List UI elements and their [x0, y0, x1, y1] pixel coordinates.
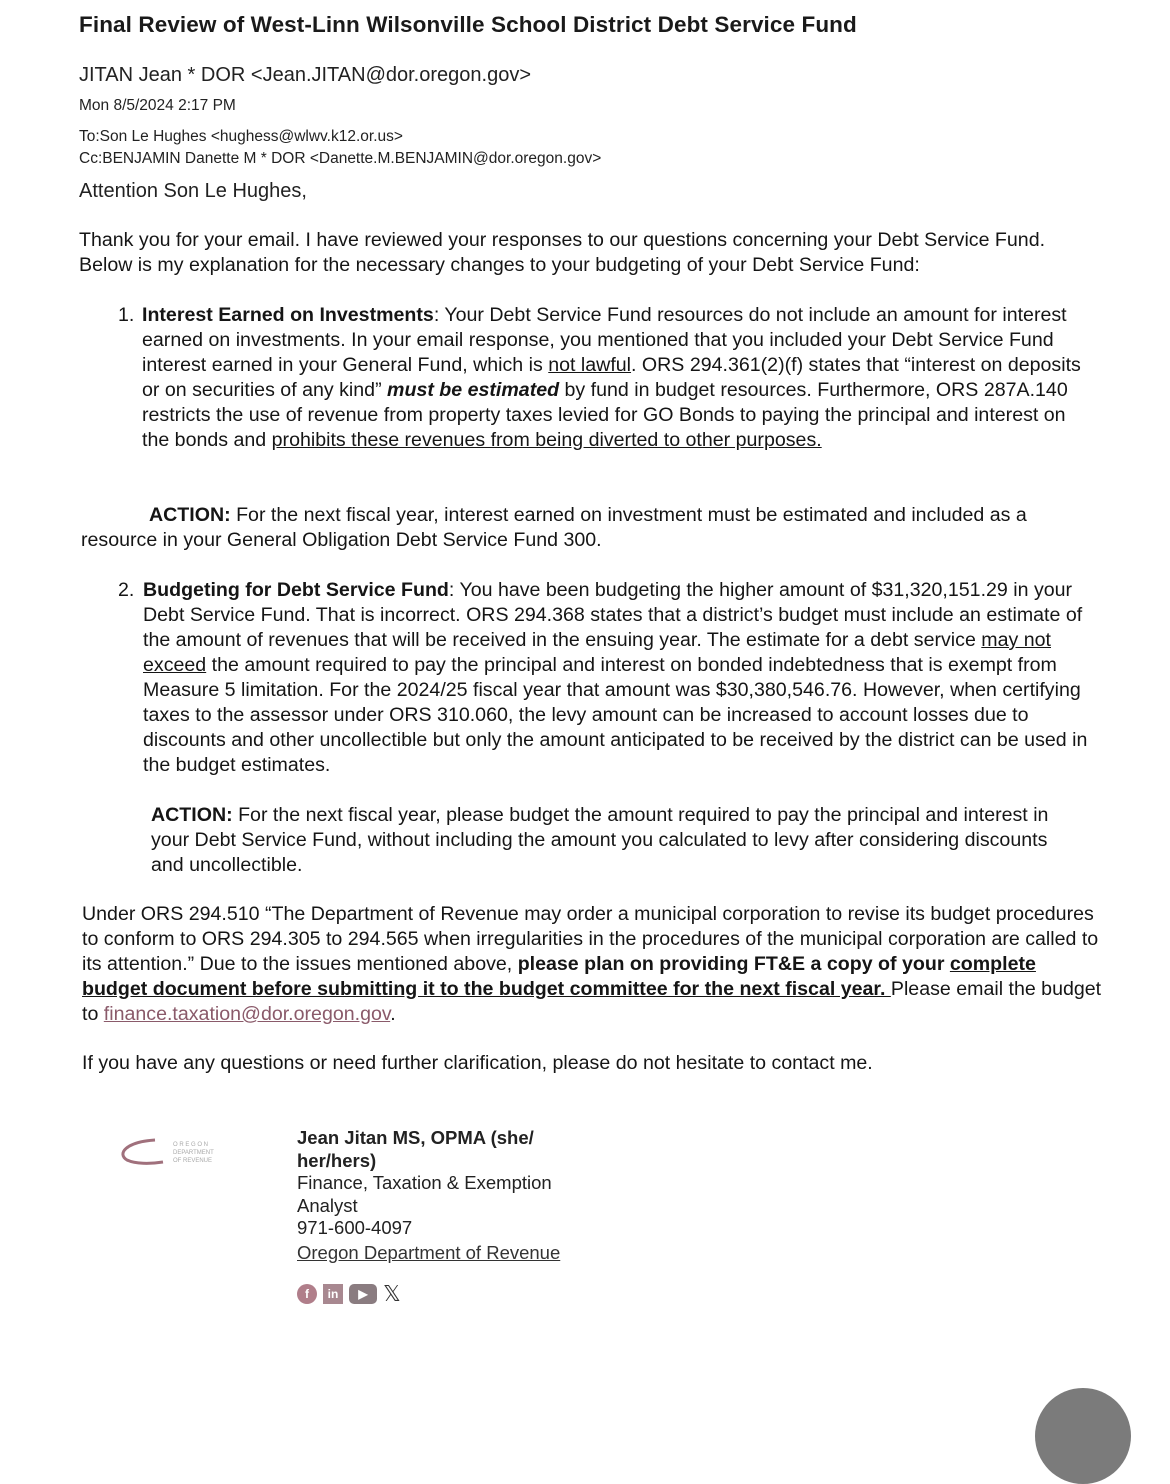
- text-bold-underlined: complete budget document before submitting it to the budget committee for the next fiscal year.: [82, 953, 1036, 1000]
- text: For the next fiscal year, please budget the amount required to pay the principal and interest in your Debt Service Fund, without including the amount you calculated to levy after considering discounts and uncollectible.: [151, 804, 1049, 876]
- action-label: ACTION:: [151, 804, 233, 826]
- action1-paragraph: [81, 503, 1091, 553]
- youtube-icon[interactable]: ▶: [349, 1284, 377, 1304]
- svg-text:OF REVENUE: OF REVENUE: [173, 1158, 213, 1164]
- oregon-dor-logo: [115, 1128, 245, 1173]
- org-link[interactable]: Oregon Department of Revenue: [297, 1241, 561, 1263]
- floating-action-button[interactable]: [1035, 1388, 1131, 1484]
- item2-number: 2.: [118, 579, 135, 601]
- text-underlined: prohibits these revenues from being diverted to other purposes.: [271, 429, 822, 451]
- item2-heading: Budgeting for Debt Service Fund: [143, 579, 449, 601]
- text-emphasis: must be estimated: [387, 379, 560, 401]
- text: . ORS 294.361(2)(f) states that “interest on deposits or on securities of any kind”: [142, 354, 1081, 401]
- item1-number: 1.: [118, 304, 135, 326]
- text: Under ORS 294.510 “The Department of Revenue may order a municipal corporation to revise its budget procedures to conform to ORS 294.305 to 294.565 when irregularities in the procedures of the municipal corporation are called to its attention.” Due to the issues mentioned above,: [82, 903, 1099, 975]
- social-links: [297, 1281, 401, 1307]
- action2-paragraph: [151, 803, 1051, 878]
- action-label: ACTION:: [149, 504, 231, 526]
- item1-paragraph: [142, 303, 1092, 453]
- text: .: [390, 1003, 396, 1025]
- text: : You have been budgeting the higher amount of $31,320,151.29 in your Debt Service Fund. That is incorrect. ORS 294.368 states that a district’s budget must include an estimate of the amount of revenues that will be received in the ensuing year. The estimate for a debt service: [143, 579, 1083, 651]
- item2-paragraph: [143, 578, 1093, 778]
- to-recipient: To:Son Le Hughes <hughess@wlwv.k12.or.us>: [79, 128, 403, 145]
- finance-email-link[interactable]: finance.taxation@dor.oregon.gov: [103, 1003, 391, 1025]
- signature: [297, 1127, 587, 1264]
- signature-title: Finance, Taxation & Exemption Analyst: [297, 1172, 552, 1216]
- svg-text:O R E G O N: O R E G O N: [173, 1142, 209, 1148]
- svg-text:DEPARTMENT: DEPARTMENT: [173, 1150, 214, 1156]
- text: Please email the budget to: [82, 978, 1102, 1025]
- text: : Your Debt Service Fund resources do not include an amount for interest earned on investments. In your email response, you mentioned that you included your Debt Service Fund interest earned in your General Fund, which is: [142, 304, 1067, 376]
- closing: If you have any questions or need further clarification, please do not hesitate to contact me.: [82, 1052, 873, 1074]
- sent-date: Mon 8/5/2024 2:17 PM: [79, 97, 236, 114]
- intro-paragraph: Thank you for your email. I have reviewed your responses to our questions concerning your Debt Service Fund. Below is my explanation for the necessary changes to your budgeting of your Debt Service Fund:: [79, 229, 1046, 276]
- text: For the next fiscal year, interest earned on investment must be estimated and included as a resource in your General Obligation Debt Service Fund 300.: [81, 504, 1027, 551]
- ors-paragraph: [82, 902, 1102, 1027]
- text-underlined: may not exceed: [143, 629, 1051, 676]
- cc-recipient: Cc:BENJAMIN Danette M * DOR <Danette.M.BENJAMIN@dor.oregon.gov>: [79, 150, 602, 167]
- item1-heading: Interest Earned on Investments: [142, 304, 434, 326]
- text: the amount required to pay the principal and interest on bonded indebtedness that is exempt from Measure 5 limitation. For the 2024/25 fiscal year that amount was $30,380,546.76. However, when certifying taxes to the assessor under ORS 310.060, the levy amount can be increased to account losses due to discounts and other uncollectible but only the amount anticipated to be received by the district can be used in the budget estimates.: [143, 654, 1088, 776]
- text-bold: please plan on providing FT&E a copy of your: [517, 953, 950, 975]
- signature-name: Jean Jitan MS, OPMA (she/ her/hers): [297, 1127, 534, 1171]
- text: by fund in budget resources. Furthermore, ORS 287A.140 restricts the use of revenue from property taxes levied for GO Bonds to paying the principal and interest on the bonds and: [142, 379, 1068, 451]
- facebook-icon[interactable]: f: [297, 1284, 317, 1304]
- greeting: Attention Son Le Hughes,: [79, 180, 307, 202]
- email-subject: Final Review of West-Linn Wilsonville School District Debt Service Fund: [79, 12, 857, 37]
- text-underlined: not lawful: [548, 354, 632, 376]
- x-icon[interactable]: 𝕏: [383, 1281, 401, 1306]
- linkedin-icon[interactable]: in: [323, 1284, 343, 1304]
- signature-phone: 971-600-4097: [297, 1217, 413, 1238]
- sender: JITAN Jean * DOR <Jean.JITAN@dor.oregon.gov>: [79, 64, 531, 86]
